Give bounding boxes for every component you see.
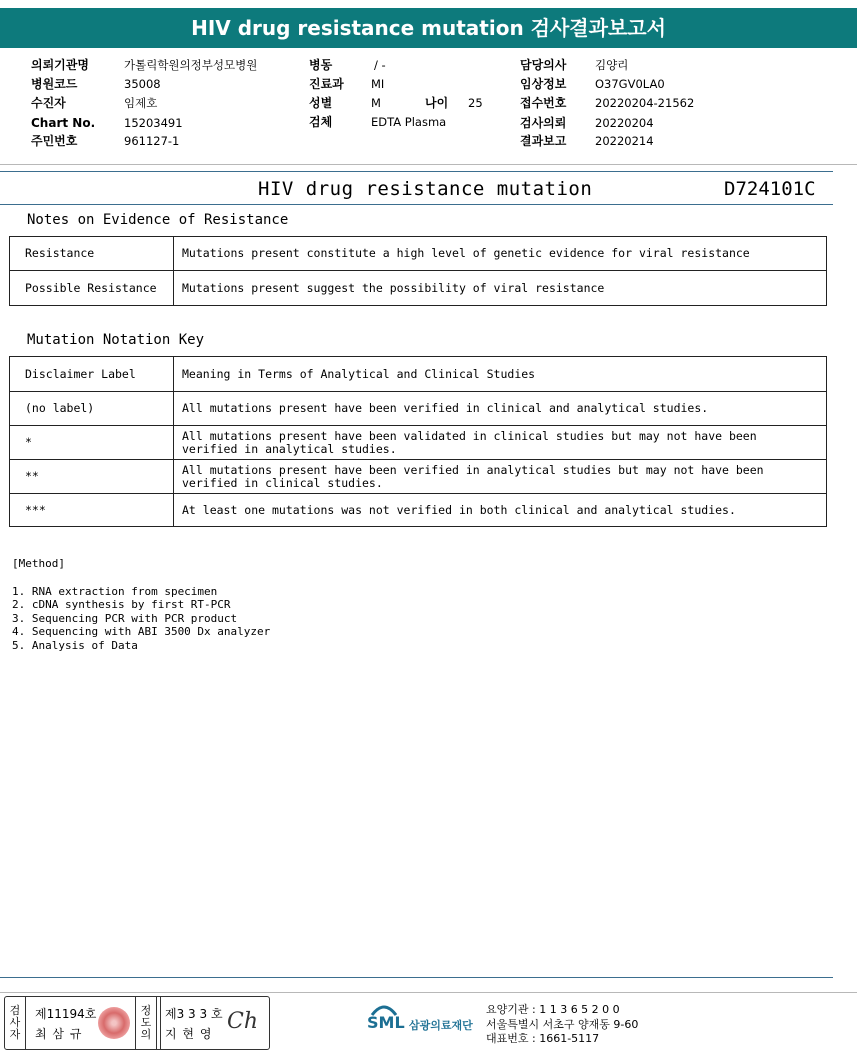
notes-table: [9, 236, 827, 306]
dept-value: MI: [371, 77, 385, 91]
institution-label: 의뢰기관명: [31, 58, 89, 72]
report-banner-title: HIV drug resistance mutation 검사결과보고서: [0, 8, 857, 48]
institution-code: 요양기관 : 1 1 3 6 5 2 0 0: [486, 1003, 620, 1016]
foundation-contact: [486, 1003, 638, 1047]
signature-icon: Ch: [227, 1009, 259, 1034]
method-step: 5. Analysis of Data: [12, 638, 138, 652]
notes-text: Mutations present suggest the possibility of viral resistance: [174, 271, 827, 306]
chart-no-label: Chart No.: [31, 116, 96, 130]
sex-value: M: [371, 96, 381, 110]
method-step: 3. Sequencing PCR with PCR product: [12, 611, 238, 625]
notes-label: Possible Resistance: [10, 271, 174, 306]
table-row: [10, 426, 827, 460]
confirmer-vertical-text: 정도의: [140, 1004, 152, 1041]
examinee-label: 수진자: [31, 96, 66, 110]
divider: [0, 164, 857, 165]
examiner-license: 제11194호: [35, 1007, 97, 1021]
receipt-no-value: 20220204-21562: [595, 96, 695, 110]
table-row: [10, 237, 827, 271]
divider: [0, 171, 833, 172]
receipt-no-label: 접수번호: [520, 96, 567, 110]
examinee-value: 임제호: [124, 96, 158, 110]
dept-label: 진료과: [309, 77, 344, 91]
key-text: All mutations present have been verified in analytical studies but may not have been verified in clinical studies.: [174, 460, 827, 494]
table-row: [10, 271, 827, 306]
ward-label: 병동: [309, 58, 333, 72]
key-header-meaning: Meaning in Terms of Analytical and Clinical Studies: [174, 357, 827, 392]
foundation-name: 삼광의료재단: [409, 1019, 473, 1032]
table-header-row: [10, 357, 827, 392]
confirmer-name: 지 현 영: [165, 1027, 213, 1041]
age-label: 나이: [425, 96, 449, 110]
rrn-value: 961127-1: [124, 134, 180, 148]
chart-no-value: 15203491: [124, 116, 183, 130]
specimen-value: EDTA Plasma: [371, 115, 447, 129]
request-date-value: 20220204: [595, 116, 654, 130]
specimen-label: 검체: [309, 115, 333, 129]
hospital-code-value: 35008: [124, 77, 161, 91]
examiner-vertical-label: [5, 997, 26, 1049]
examiner-vertical-text: 검사자: [9, 1004, 21, 1041]
method-step: 2. cDNA synthesis by first RT-PCR: [12, 598, 231, 611]
notes-section-title: Notes on Evidence of Resistance: [27, 212, 289, 228]
institution-value: 가톨릭학원의정부성모병원: [124, 58, 258, 72]
rrn-label: 주민번호: [31, 134, 78, 148]
confirmer-vertical-label: [135, 997, 157, 1049]
table-row: [10, 494, 827, 527]
notes-text: Mutations present constitute a high level of genetic evidence for viral resistance: [174, 237, 827, 271]
report-date-label: 결과보고: [520, 134, 567, 148]
seal-icon: [98, 1007, 130, 1039]
doctor-label: 담당의사: [520, 58, 567, 72]
key-text: All mutations present have been verified in clinical and analytical studies.: [174, 392, 827, 426]
examiner-name: 최 삼 규: [35, 1027, 83, 1041]
table-row: [10, 460, 827, 494]
key-header-label: Disclaimer Label: [10, 357, 174, 392]
signature-box: [4, 996, 270, 1050]
clinical-info-value: O37GV0LA0: [595, 77, 665, 91]
hospital-code-label: 병원코드: [31, 77, 78, 91]
sml-logo-text: SML: [367, 1013, 405, 1032]
sex-label: 성별: [309, 96, 333, 110]
report-date-value: 20220214: [595, 134, 654, 148]
divider: [0, 977, 833, 978]
key-section-title: Mutation Notation Key: [27, 332, 205, 348]
divider: [0, 992, 857, 993]
method-title: [Method]: [12, 557, 65, 570]
table-row: [10, 392, 827, 426]
key-text: At least one mutations was not verified in both clinical and analytical studies.: [174, 494, 827, 527]
doctor-value: 김양리: [595, 58, 629, 72]
key-label: *: [10, 426, 174, 460]
key-label: ***: [10, 494, 174, 527]
clinical-info-label: 임상정보: [520, 77, 567, 91]
address: 서울특별시 서초구 양재동 9-60: [486, 1017, 639, 1031]
key-table: [9, 356, 827, 527]
notes-label: Resistance: [10, 237, 174, 271]
key-label: **: [10, 460, 174, 494]
age-value: 25: [468, 96, 483, 110]
ward-value: / -: [374, 58, 386, 72]
key-label: (no label): [10, 392, 174, 426]
phone: 대표번호 : 1661-5117: [486, 1032, 600, 1045]
request-date-label: 검사의뢰: [520, 116, 567, 130]
report-title: HIV drug resistance mutation: [258, 178, 593, 200]
divider: [0, 204, 833, 205]
divider: [160, 997, 161, 1049]
method-step: 4. Sequencing with ABI 3500 Dx analyzer: [12, 625, 271, 638]
confirmer-license: 제3 3 3 호: [165, 1007, 223, 1021]
method-step: 1. RNA extraction from specimen: [12, 584, 218, 598]
report-code: D724101C: [724, 178, 816, 200]
method-section: [12, 557, 270, 652]
key-text: All mutations present have been validated in clinical studies but may not have been verified in analytical studies.: [174, 426, 827, 460]
